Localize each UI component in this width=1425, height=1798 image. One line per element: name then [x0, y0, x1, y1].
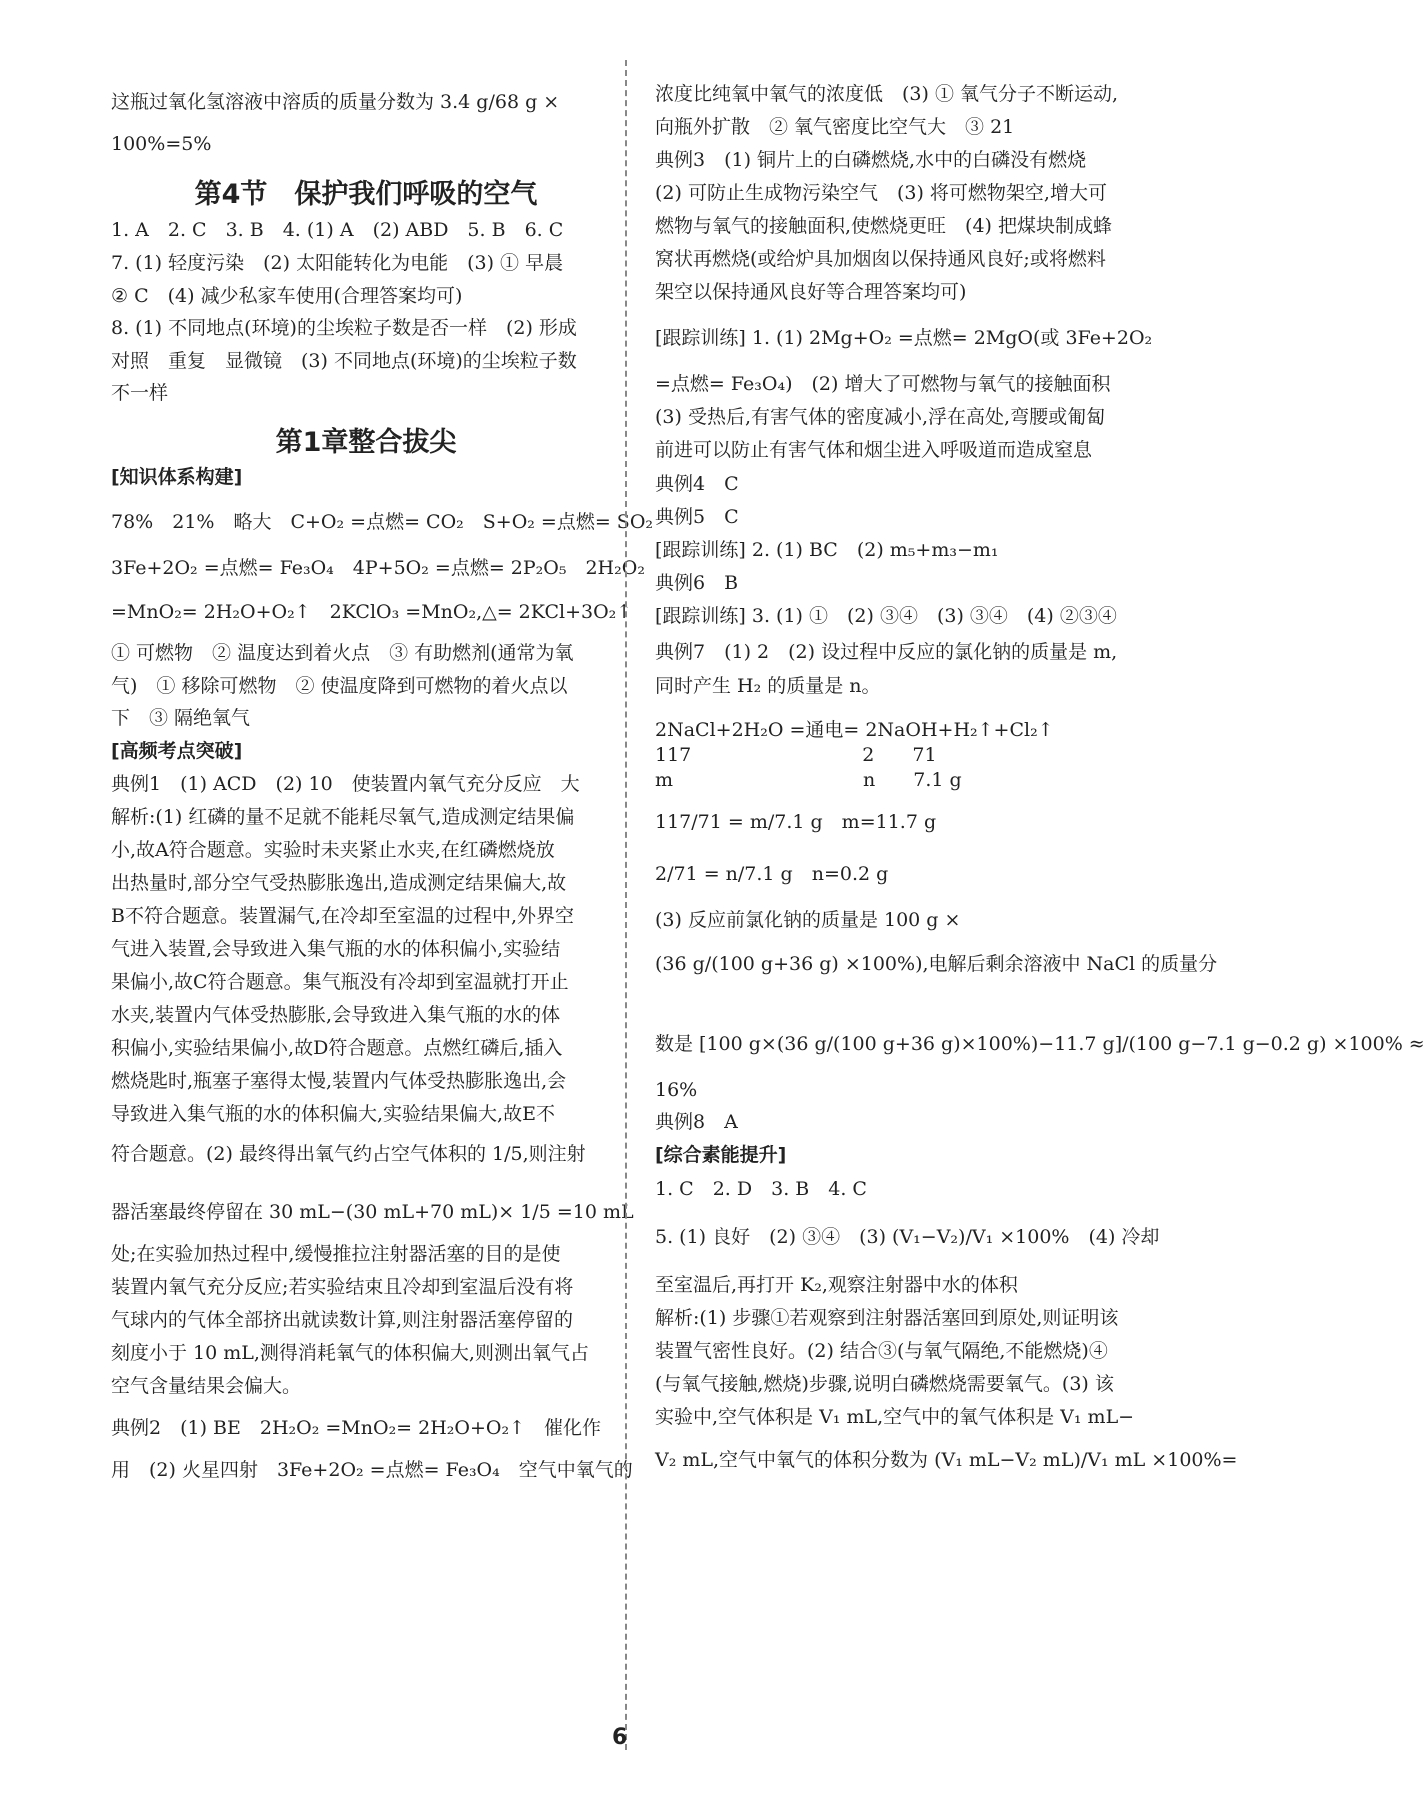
text-line: 前进可以防止有害气体和烟尘进入呼吸道而造成窒息: [655, 439, 1093, 461]
text-line: 符合题意。(2) 最终得出氧气约占空气体积的 1/5,则注射: [111, 1143, 586, 1165]
text-line: 典例3 (1) 铜片上的白磷燃烧,水中的白磷没有燃烧: [655, 149, 1087, 171]
text-line: 典例7 (1) 2 (2) 设过程中反应的氯化钠的质量是 m,: [655, 641, 1118, 663]
text-line: m n 7.1 g: [655, 769, 962, 791]
text-line: (3) 反应前氯化钠的质量是 100 g ×: [655, 909, 961, 931]
subsection-label: [知识体系构建]: [111, 466, 243, 488]
text-line: 燃烧匙时,瓶塞子塞得太慢,装置内气体受热膨胀逸出,会: [111, 1070, 567, 1092]
text-line: (2) 可防止生成物污染空气 (3) 将可燃物架空,增大可: [655, 182, 1107, 204]
text-line: 5. (1) 良好 (2) ③④ (3) (V₁−V₂)/V₁ ×100% (4) 冷却: [655, 1226, 1160, 1248]
text-line: 同时产生 H₂ 的质量是 n。: [655, 675, 881, 697]
text-line: 数是 [100 g×(36 g/(100 g+36 g)×100%)−11.7 g]/(100 g−7.1 g−0.2 g) ×100% ≈: [655, 1033, 1425, 1055]
text-line: 浓度比纯氧中氧气的浓度低 (3) ① 氧气分子不断运动,: [655, 83, 1119, 105]
text-line: 气) ① 移除可燃物 ② 使温度降到可燃物的着火点以: [111, 675, 568, 697]
text-line: B不符合题意。装置漏气,在冷却至室温的过程中,外界空: [111, 905, 575, 927]
text-line: 导致进入集气瓶的水的体积偏大,实验结果偏大,故E不: [111, 1103, 555, 1125]
text-line: [跟踪训练] 2. (1) BC (2) m₅+m₃−m₁: [655, 539, 999, 561]
text-line: 典例8 A: [655, 1111, 738, 1133]
text-line: 器活塞最终停留在 30 mL−(30 mL+70 mL)× 1/5 =10 mL: [111, 1201, 634, 1223]
text-line: 2NaCl+2H₂O =通电= 2NaOH+H₂↑+Cl₂↑: [655, 719, 1054, 741]
text-line: 处;在实验加热过程中,缓慢推拉注射器活塞的目的是使: [111, 1243, 561, 1265]
page-number: 6: [612, 1725, 628, 1750]
section-heading: 第4节 保护我们呼吸的空气: [194, 179, 538, 210]
text-line: 1. A 2. C 3. B 4. (1) A (2) ABD 5. B 6. C: [111, 219, 564, 241]
text-line: 气球内的气体全部挤出就读数计算,则注射器活塞停留的: [111, 1309, 574, 1331]
text-line: 117 2 71: [655, 744, 937, 766]
text-line: 100%=5%: [111, 133, 212, 155]
text-line: [跟踪训练] 1. (1) 2Mg+O₂ =点燃= 2MgO(或 3Fe+2O₂: [655, 327, 1153, 349]
text-line: ① 可燃物 ② 温度达到着火点 ③ 有助燃剂(通常为氧: [111, 642, 574, 664]
text-line: 7. (1) 轻度污染 (2) 太阳能转化为电能 (3) ① 早晨: [111, 252, 564, 274]
text-line: 窝状再燃烧(或给炉具加烟囱以保持通风良好;或将燃料: [655, 248, 1106, 270]
text-line: 对照 重复 显微镜 (3) 不同地点(环境)的尘埃粒子数: [111, 350, 577, 372]
text-line: (3) 受热后,有害气体的密度减小,浮在高处,弯腰或匍匐: [655, 406, 1106, 428]
text-line: 实验中,空气体积是 V₁ mL,空气中的氧气体积是 V₁ mL−: [655, 1406, 1135, 1428]
text-line: 燃物与氧气的接触面积,使燃烧更旺 (4) 把煤块制成蜂: [655, 215, 1112, 237]
text-line: 8. (1) 不同地点(环境)的尘埃粒子数是否一样 (2) 形成: [111, 317, 577, 339]
text-line: 典例2 (1) BE 2H₂O₂ =MnO₂= 2H₂O+O₂↑ 催化作: [111, 1417, 602, 1439]
text-line: 架空以保持通风良好等合理答案均可): [655, 281, 967, 303]
text-line: =MnO₂= 2H₂O+O₂↑ 2KClO₃ =MnO₂,△= 2KCl+3O₂↑: [111, 601, 633, 623]
text-line: 下 ③ 隔绝氧气: [111, 707, 251, 729]
text-line: 典例1 (1) ACD (2) 10 使装置内氧气充分反应 大: [111, 773, 580, 795]
text-line: =点燃= Fe₃O₄) (2) 增大了可燃物与氧气的接触面积: [655, 373, 1111, 395]
text-line: 典例4 C: [655, 473, 739, 495]
text-line: 1. C 2. D 3. B 4. C: [655, 1178, 867, 1200]
text-line: 小,故A符合题意。实验时未夹紧止水夹,在红磷燃烧放: [111, 839, 555, 861]
text-line: [跟踪训练] 3. (1) ① (2) ③④ (3) ③④ (4) ②③④: [655, 605, 1117, 627]
text-line: 至室温后,再打开 K₂,观察注射器中水的体积: [655, 1274, 1018, 1296]
text-line: 78% 21% 略大 C+O₂ =点燃= CO₂ S+O₂ =点燃= SO₂: [111, 511, 654, 533]
text-line: 出热量时,部分空气受热膨胀逸出,造成测定结果偏大,故: [111, 872, 567, 894]
column-divider: [625, 60, 627, 1750]
subsection-label: [高频考点突破]: [111, 740, 243, 762]
text-line: 典例5 C: [655, 506, 739, 528]
text-line: 果偏小,故C符合题意。集气瓶没有冷却到室温就打开止: [111, 971, 569, 993]
text-line: 向瓶外扩散 ② 氧气密度比空气大 ③ 21: [655, 116, 1015, 138]
text-line: 装置气密性良好。(2) 结合③(与氧气隔绝,不能燃烧)④: [655, 1340, 1108, 1362]
text-line: 这瓶过氧化氢溶液中溶质的质量分数为 3.4 g/68 g ×: [111, 91, 560, 113]
text-line: 不一样: [111, 382, 169, 404]
text-line: 水夹,装置内气体受热膨胀,会导致进入集气瓶的水的体: [111, 1004, 561, 1026]
chapter-heading: 第1章整合拔尖: [275, 427, 457, 458]
text-line: 气进入装置,会导致进入集气瓶的水的体积偏小,实验结: [111, 938, 561, 960]
text-line: 3Fe+2O₂ =点燃= Fe₃O₄ 4P+5O₂ =点燃= 2P₂O₅ 2H₂O₂: [111, 557, 645, 579]
text-line: 16%: [655, 1079, 698, 1101]
text-line: 117/71 = m/7.1 g m=11.7 g: [655, 811, 937, 833]
text-line: 积偏小,实验结果偏小,故D符合题意。点燃红磷后,插入: [111, 1037, 563, 1059]
text-line: (36 g/(100 g+36 g) ×100%),电解后剩余溶液中 NaCl 的质量分: [655, 953, 1218, 975]
text-line: 装置内氧气充分反应;若实验结束且冷却到室温后没有将: [111, 1276, 574, 1298]
subsection-label: [综合素能提升]: [655, 1144, 787, 1166]
text-line: 解析:(1) 红磷的量不足就不能耗尽氧气,造成测定结果偏: [111, 806, 575, 828]
text-line: (与氧气接触,燃烧)步骤,说明白磷燃烧需要氧气。(3) 该: [655, 1373, 1114, 1395]
text-line: 刻度小于 10 mL,测得消耗氧气的体积偏大,则测出氧气占: [111, 1342, 589, 1364]
text-line: V₂ mL,空气中氧气的体积分数为 (V₁ mL−V₂ mL)/V₁ mL ×100%=: [655, 1449, 1238, 1471]
text-line: 2/71 = n/7.1 g n=0.2 g: [655, 863, 889, 885]
text-line: 用 (2) 火星四射 3Fe+2O₂ =点燃= Fe₃O₄ 空气中氧气的: [111, 1459, 633, 1481]
text-line: 典例6 B: [655, 572, 739, 594]
text-line: ② C (4) 减少私家车使用(合理答案均可): [111, 285, 463, 307]
text-line: 解析:(1) 步骤①若观察到注射器活塞回到原处,则证明该: [655, 1307, 1119, 1329]
text-line: 空气含量结果会偏大。: [111, 1375, 302, 1397]
